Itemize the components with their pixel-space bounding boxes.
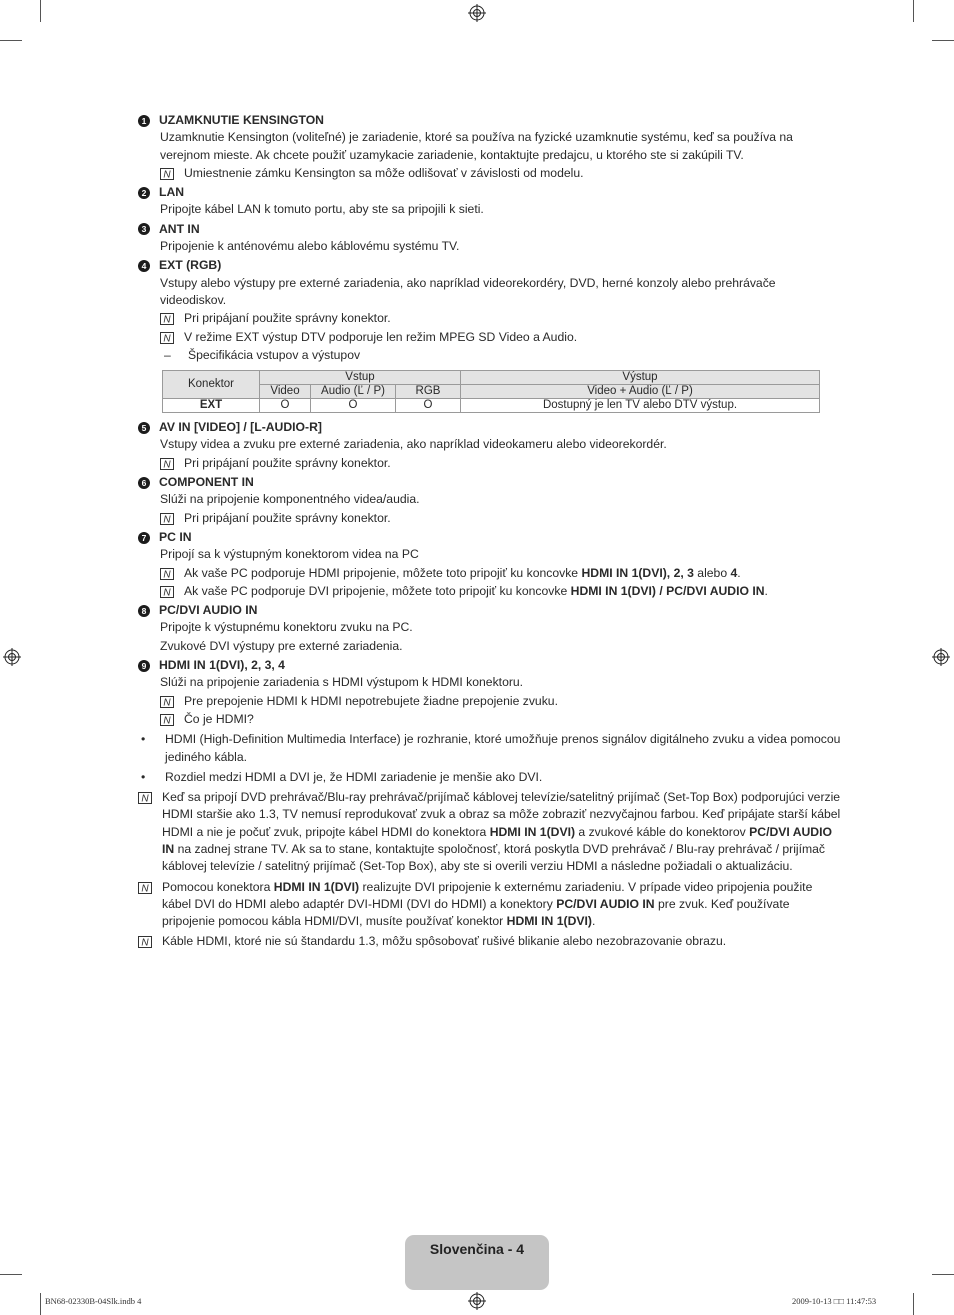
- bullet-icon: •: [141, 732, 146, 747]
- crop-mark: [932, 40, 954, 41]
- svg-text:N: N: [163, 314, 171, 326]
- section-title: PC/DVI AUDIO IN: [159, 603, 258, 618]
- note-text: Káble HDMI, ktoré nie sú štandardu 1.3, môžu spôsobovať rušivé blikanie alebo nezobrazovanie obrazu.: [162, 934, 727, 949]
- note-text-bold: PC/DVI AUDIO IN: [162, 824, 832, 856]
- io-spec-table: [162, 370, 820, 413]
- note-text-part: Ak vaše PC podporuje HDMI pripojenie, môžete toto pripojiť ku koncovke: [184, 565, 582, 580]
- print-slug-file: BN68-02330B-04Slk.indb 4: [45, 1296, 142, 1306]
- note: [160, 165, 844, 182]
- note-text-part: .: [764, 583, 768, 598]
- crop-mark: [40, 1293, 41, 1315]
- section-number-badge: 5: [138, 422, 150, 434]
- note: [160, 583, 844, 600]
- crop-mark: [913, 0, 914, 22]
- crop-mark: [40, 0, 41, 22]
- note-text-bold: HDMI IN 1(DVI) / PC/DVI AUDIO IN: [570, 583, 765, 598]
- table-cell: O: [260, 399, 311, 413]
- note-icon: [160, 696, 174, 708]
- note-icon: [138, 792, 152, 804]
- dash-item: [160, 347, 844, 364]
- crop-mark: [0, 1274, 22, 1275]
- svg-text:N: N: [141, 793, 149, 805]
- note-icon: [160, 332, 174, 344]
- table-subheader-rgb: RGB: [396, 385, 461, 399]
- note: [138, 879, 844, 931]
- section-text: Zvukové DVI výstupy pre externé zariadenia.: [160, 638, 403, 653]
- section-number-badge: 9: [138, 660, 150, 672]
- table-subheader-audio: Audio (Ľ / P): [311, 385, 396, 399]
- section-number-badge: 7: [138, 532, 150, 544]
- note-text-bold: 4: [730, 565, 738, 580]
- svg-text:N: N: [141, 883, 149, 894]
- table-cell: O: [311, 399, 396, 413]
- section-ext-rgb: [138, 257, 844, 413]
- svg-text:N: N: [163, 715, 171, 726]
- note-icon: [160, 313, 174, 325]
- print-slug-date: 2009-10-13 □□ 11:47:53: [792, 1296, 877, 1306]
- svg-text:N: N: [163, 333, 171, 344]
- registration-mark-icon: [932, 648, 950, 666]
- note-text-part: alebo: [693, 565, 731, 580]
- note-text: Pri pripájaní použite správny konektor.: [184, 311, 391, 326]
- table-cell: O: [396, 399, 461, 413]
- section-av-in: [138, 419, 844, 472]
- bullet-item: [138, 731, 844, 766]
- bullet-icon: •: [141, 769, 146, 784]
- note: [160, 711, 844, 728]
- bullet-item: [138, 769, 844, 786]
- table-subheader-video: Video: [260, 385, 311, 399]
- note-icon: [138, 882, 152, 894]
- note-text-part: .: [591, 914, 596, 929]
- section-number-badge: 3: [138, 223, 150, 235]
- svg-text:N: N: [163, 169, 171, 180]
- page-number-label: Slovenčina - 4: [429, 1241, 525, 1257]
- section-lan: [138, 184, 844, 219]
- note: [160, 329, 844, 346]
- svg-text:N: N: [163, 459, 171, 470]
- note: [160, 310, 844, 327]
- section-pc-dvi-audio-in: [138, 602, 844, 655]
- note-text-bold: PC/DVI AUDIO IN: [556, 896, 655, 911]
- bullet-text: HDMI (High-Definition Multimedia Interface) je rozhranie, ktoré umožňuje prenos signálov digitálneho zvuku a videa pomocou jediného kábla.: [165, 732, 841, 764]
- dash-marker: –: [164, 347, 171, 362]
- note-text-bold: HDMI IN 1(DVI): [506, 914, 592, 929]
- note: [138, 933, 844, 950]
- note-icon: [160, 568, 174, 580]
- note-icon: [160, 586, 174, 598]
- note-text-part: a zvukové káble do konektorov: [575, 824, 750, 839]
- section-number-badge: 4: [138, 260, 150, 272]
- section-title: COMPONENT IN: [159, 475, 254, 490]
- note-text: V režime EXT výstup DTV podporuje len režim MPEG SD Video a Audio.: [184, 329, 578, 344]
- section-text: Uzamknutie Kensington (voliteľné) je zariadenie, ktoré sa používa na fyzické uzamknutie systému, keď sa používa na verejnom mieste. Ak chcete použiť uzamykacie zariadenie, kontaktujte predajcu, u ktorého ste si zakúpili TV.: [160, 130, 793, 162]
- section-number-badge: 1: [138, 115, 150, 127]
- section-text: Pripojenie k anténovému alebo káblovému systému TV.: [160, 239, 460, 254]
- section-ant-in: [138, 221, 844, 256]
- note-text-part: pre zvuk. Keď používate pripojenie pomocou kábla HDMI/DVI, musíte používať konektor: [162, 896, 790, 929]
- note-text-part: realizujte DVI pripojenie k externému zariadeniu. V prípade video pripojenia použite kábel DVI do HDMI alebo adaptér DVI-HDMI (DVI do HDMI) a konektory: [162, 879, 813, 911]
- note-text: [184, 565, 844, 582]
- section-title: PC IN: [159, 529, 192, 544]
- note-icon: [160, 714, 174, 726]
- table-subheader-output: Video + Audio (Ľ / P): [461, 385, 820, 399]
- section-text: Vstupy videa a zvuku pre externé zariadenia, ako napríklad videokameru alebo videorekordér.: [160, 437, 667, 452]
- note-icon: [160, 168, 174, 180]
- section-title: UZAMKNUTIE KENSINGTON: [159, 113, 324, 127]
- note-text: Pre prepojenie HDMI k HDMI nepotrebujete žiadne prepojenie zvuku.: [184, 693, 558, 708]
- section-text: Pripojte k výstupnému konektoru zvuku na PC.: [160, 620, 413, 635]
- section-title: ANT IN: [159, 221, 200, 236]
- note-text-part: Keď sa pripojí DVD prehrávač/Blu-ray prehrávač/prijímač káblovej televízie/satelitný prijímač (Set-Top Box) podporujúci verzie HDMI staršie ako 1.3, TV nemusí reprodukovať zvuk a obraz sa môže zobraziť nezvyčajnou farbou. Keď pripájate starší kábel HDMI a nie je počuť zvuk, pripojte kábel HDMI do konektora: [162, 790, 841, 839]
- note-text: [184, 583, 844, 600]
- section-text: Slúži na pripojenie komponentného videa/audia.: [160, 492, 420, 507]
- note: [160, 565, 844, 582]
- registration-mark-icon: [468, 4, 486, 22]
- svg-text:N: N: [163, 569, 171, 580]
- section-title: EXT (RGB): [159, 258, 222, 273]
- section-kensington: [138, 112, 844, 182]
- note-text-part: na zadnej strane TV. Ak sa to stane, kontaktujte spoločnosť, ktorá poskytla DVD prehrávač / Blu-ray prehrávač / prijímač káblovej televízie / satelitný prijímač (Set-Top Box), aby ste si overili verziu HDMI a následne požiadali o aktualizáciu.: [162, 841, 826, 874]
- note-text: [162, 879, 844, 931]
- section-number-badge: 6: [138, 477, 150, 489]
- note-text-bold: HDMI IN 1(DVI), 2, 3: [581, 565, 694, 580]
- registration-mark-icon: [468, 1292, 486, 1310]
- section-hdmi-in: [138, 657, 844, 951]
- dash-text: Špecifikácia vstupov a výstupov: [188, 347, 361, 362]
- note-text: Pri pripájaní použite správny konektor.: [184, 510, 391, 525]
- note-icon: [138, 936, 152, 948]
- note-text: Čo je HDMI?: [184, 711, 254, 726]
- table-cell: EXT: [163, 399, 260, 413]
- document-body: [138, 110, 844, 951]
- crop-mark: [913, 1293, 914, 1315]
- section-title: LAN: [159, 185, 185, 200]
- svg-text:N: N: [141, 937, 149, 949]
- crop-mark: [0, 40, 22, 41]
- section-component-in: [138, 474, 844, 527]
- section-text: Vstupy alebo výstupy pre externé zariadenia, ako napríklad videorekordéry, DVD, herné konzoly alebo prehrávače videodiskov.: [160, 275, 776, 307]
- table-header-vystup: Výstup: [461, 371, 820, 385]
- note: [138, 789, 844, 875]
- svg-text:N: N: [163, 697, 171, 708]
- section-title: AV IN [VIDEO] / [L-AUDIO-R]: [159, 420, 322, 435]
- note: [160, 455, 844, 472]
- table-header-konektor: Konektor: [163, 371, 260, 399]
- section-title: HDMI IN 1(DVI), 2, 3, 4: [159, 658, 285, 673]
- note-text: [162, 789, 844, 875]
- note-icon: [160, 458, 174, 470]
- svg-text:N: N: [163, 514, 171, 525]
- table-row: [163, 399, 820, 413]
- note: [160, 510, 844, 527]
- note: [160, 693, 844, 710]
- section-number-badge: 8: [138, 605, 150, 617]
- table-cell: Dostupný je len TV alebo DTV výstup.: [461, 399, 820, 413]
- note-icon: [160, 513, 174, 525]
- note-text-part: Pomocou konektora: [162, 879, 274, 894]
- note-text-part: .: [737, 565, 741, 580]
- section-pc-in: [138, 529, 844, 600]
- svg-text:N: N: [163, 587, 171, 598]
- section-number-badge: 2: [138, 187, 150, 199]
- note-text: Pri pripájaní použite správny konektor.: [184, 455, 391, 470]
- note-text: Umiestnenie zámku Kensington sa môže odlišovať v závislosti od modelu.: [184, 165, 584, 180]
- section-text: Pripojte kábel LAN k tomuto portu, aby ste sa pripojili k sieti.: [160, 202, 484, 217]
- bullet-text: Rozdiel medzi HDMI a DVI je, že HDMI zariadenie je menšie ako DVI.: [165, 769, 543, 784]
- crop-mark: [932, 1274, 954, 1275]
- note-text-part: Ak vaše PC podporuje DVI pripojenie, môžete toto pripojiť ku koncovke: [184, 583, 571, 598]
- registration-mark-icon: [3, 648, 21, 666]
- section-text: Pripojí sa k výstupným konektorom videa na PC: [160, 547, 419, 562]
- note-text-bold: HDMI IN 1(DVI): [489, 824, 576, 839]
- table-header-vstup: Vstup: [260, 371, 461, 385]
- note-text-bold: HDMI IN 1(DVI): [273, 879, 360, 894]
- section-text: Slúži na pripojenie zariadenia s HDMI výstupom k HDMI konektoru.: [160, 675, 524, 690]
